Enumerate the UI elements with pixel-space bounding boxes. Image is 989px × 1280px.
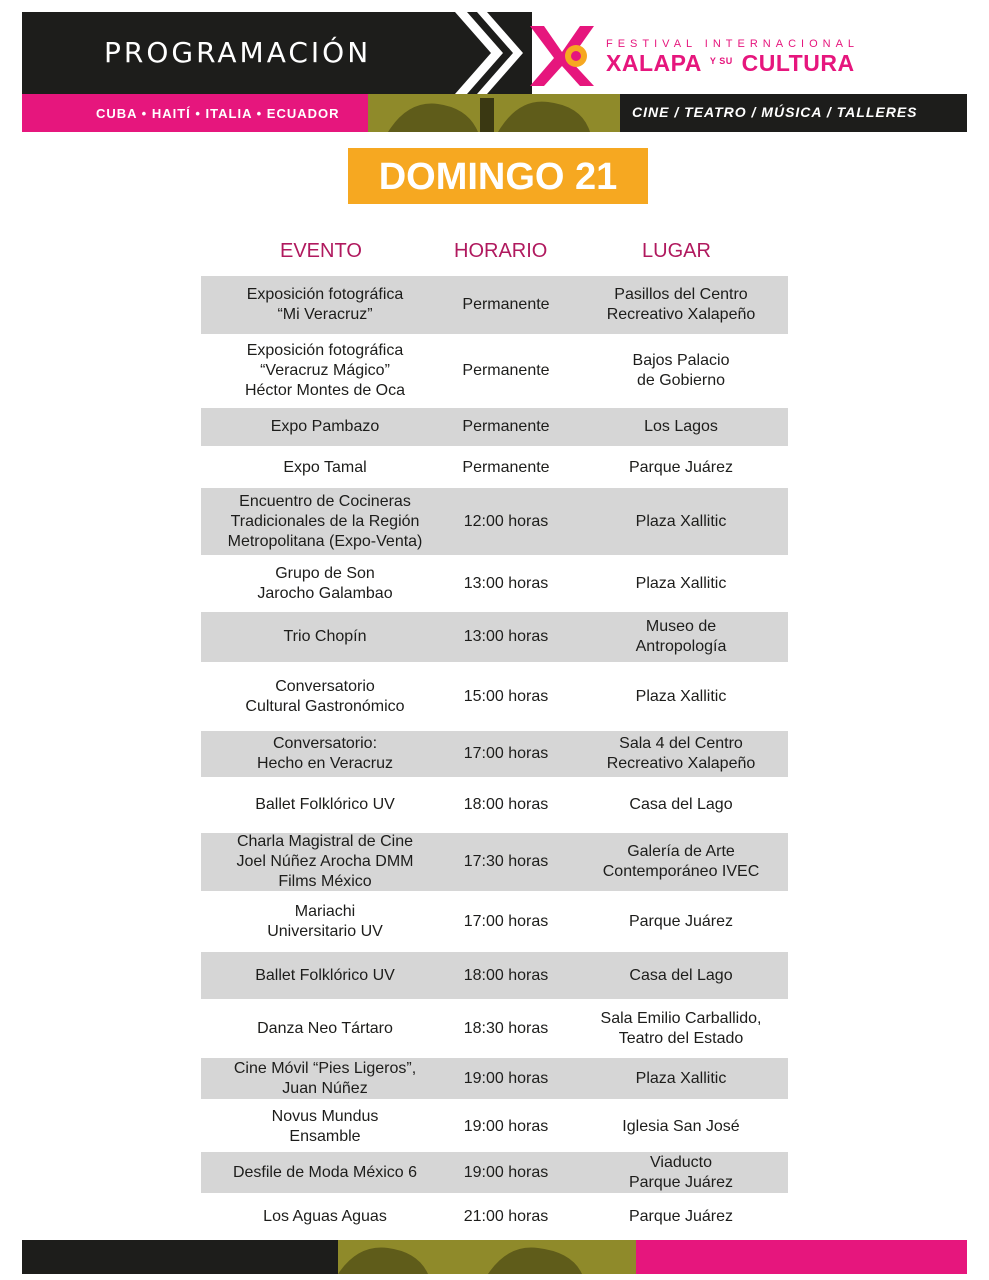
place-cell: Pasillos del Centro Recreativo Xalapeño bbox=[606, 286, 756, 323]
place-cell: Parque Juárez bbox=[628, 913, 734, 930]
place-cell: Casa del Lago bbox=[629, 966, 733, 984]
table-row bbox=[201, 833, 788, 891]
event-cell: Ballet Folklórico UV bbox=[255, 966, 395, 984]
time-cell: 18:30 horas bbox=[463, 1020, 549, 1037]
chevron-arrows-icon bbox=[455, 12, 525, 94]
time-cell: Permanente bbox=[462, 459, 550, 476]
event-cell: Desfile de Moda México 6 bbox=[232, 1163, 418, 1181]
time-cell: 19:00 horas bbox=[463, 1163, 549, 1181]
time-cell: 19:00 horas bbox=[463, 1117, 549, 1135]
event-cell: Los Aguas Aguas bbox=[263, 1208, 387, 1225]
table-row bbox=[201, 779, 788, 831]
day-banner: DOMINGO 21 bbox=[348, 148, 648, 204]
countries-text: CUBA • HAITÍ • ITALIA • ECUADOR bbox=[96, 106, 340, 121]
column-header-evento: EVENTO bbox=[280, 240, 362, 262]
place-cell: Los Lagos bbox=[644, 418, 718, 435]
table-row bbox=[201, 336, 788, 406]
event-cell: Encuentro de Cocineras Tradicionales de la Región Metropolitana (Expo-Venta) bbox=[227, 492, 423, 550]
event-cell: Novus Mundus Ensamble bbox=[271, 1107, 379, 1145]
table-row bbox=[201, 276, 788, 334]
table-row bbox=[201, 557, 788, 611]
event-cell: Mariachi Universitario UV bbox=[267, 903, 383, 940]
column-header-lugar: LUGAR bbox=[642, 240, 711, 262]
table-row bbox=[201, 1001, 788, 1057]
event-cell: Conversatorio: Hecho en Veracruz bbox=[256, 735, 394, 772]
footer-pink-band bbox=[636, 1240, 967, 1274]
place-cell: Parque Juárez bbox=[628, 459, 734, 476]
place-cell: Plaza Xallitic bbox=[635, 575, 727, 592]
festival-name-main bbox=[606, 50, 855, 77]
event-cell: Exposición fotográfica “Veracruz Mágico” Héctor Montes de Oca bbox=[244, 342, 406, 399]
time-cell: 18:00 horas bbox=[463, 966, 549, 984]
place-cell: Plaza Xallitic bbox=[635, 512, 727, 530]
arches-decoration-icon bbox=[368, 94, 620, 132]
event-cell: Exposición fotográfica “Mi Veracruz” bbox=[246, 286, 404, 323]
time-cell: 21:00 horas bbox=[463, 1208, 549, 1225]
table-row bbox=[201, 1152, 788, 1193]
event-cell: Expo Pambazo bbox=[270, 418, 380, 435]
festival-xalapa: XALAPA bbox=[606, 50, 701, 76]
time-cell: Permanente bbox=[462, 362, 550, 379]
festival-name-top: FESTIVAL INTERNACIONAL bbox=[606, 38, 860, 50]
time-cell: 17:30 horas bbox=[463, 853, 549, 870]
table-row bbox=[201, 448, 788, 488]
time-cell: Permanente bbox=[462, 418, 550, 435]
time-cell: 19:00 horas bbox=[463, 1069, 549, 1087]
table-row bbox=[201, 1101, 788, 1152]
place-cell: Viaducto Parque Juárez bbox=[628, 1153, 734, 1191]
time-cell: Permanente bbox=[462, 296, 550, 313]
place-cell: Parque Juárez bbox=[628, 1208, 734, 1225]
place-cell: Sala Emilio Carballido, Teatro del Estado bbox=[600, 1010, 762, 1047]
event-cell: Charla Magistral de Cine Joel Núñez Arocha DMM Films México bbox=[236, 833, 414, 890]
place-cell: Iglesia San José bbox=[622, 1117, 740, 1135]
event-cell: Cine Móvil “Pies Ligeros”, Juan Núñez bbox=[233, 1059, 417, 1097]
place-cell: Bajos Palacio de Gobierno bbox=[632, 352, 730, 389]
time-cell: 18:00 horas bbox=[463, 796, 549, 813]
table-row bbox=[201, 1195, 788, 1239]
page-title: PROGRAMACIÓN bbox=[104, 36, 372, 69]
festival-logo-icon bbox=[528, 24, 598, 88]
time-cell: 12:00 horas bbox=[463, 512, 549, 530]
footer-dark-band bbox=[22, 1240, 338, 1274]
time-cell: 17:00 horas bbox=[463, 745, 549, 762]
event-cell: Trio Chopín bbox=[283, 628, 367, 645]
arches-decoration-icon bbox=[338, 1240, 636, 1274]
column-header-horario: HORARIO bbox=[454, 240, 548, 262]
footer-olive-band bbox=[338, 1240, 636, 1274]
time-cell: 17:00 horas bbox=[463, 913, 549, 930]
decorative-band bbox=[368, 94, 620, 132]
time-cell: 13:00 horas bbox=[463, 628, 549, 645]
table-row bbox=[201, 612, 788, 662]
categories-text: CINE / TEATRO / MÚSICA / TALLERES bbox=[632, 104, 918, 120]
festival-ysu: Y SU bbox=[709, 56, 733, 66]
place-cell: Plaza Xallitic bbox=[635, 688, 727, 705]
place-cell: Museo de Antropología bbox=[635, 618, 727, 655]
festival-cultura: CULTURA bbox=[741, 50, 855, 76]
event-cell: Ballet Folklórico UV bbox=[255, 796, 395, 813]
place-cell: Plaza Xallitic bbox=[635, 1069, 727, 1087]
time-cell: 13:00 horas bbox=[463, 575, 549, 592]
table-row bbox=[201, 488, 788, 555]
time-cell: 15:00 horas bbox=[463, 688, 549, 705]
table-row bbox=[201, 731, 788, 777]
table-row bbox=[201, 1058, 788, 1099]
table-row bbox=[201, 408, 788, 446]
table-row bbox=[201, 664, 788, 730]
place-cell: Casa del Lago bbox=[629, 796, 733, 813]
event-cell: Grupo de Son Jarocho Galambao bbox=[257, 565, 393, 602]
place-cell: Galería de Arte Contemporáneo IVEC bbox=[602, 843, 760, 880]
table-row bbox=[201, 893, 788, 951]
event-cell: Expo Tamal bbox=[283, 459, 367, 476]
table-row bbox=[201, 952, 788, 999]
event-cell: Conversatorio Cultural Gastronómico bbox=[245, 678, 405, 715]
event-cell: Danza Neo Tártaro bbox=[257, 1020, 393, 1037]
place-cell: Sala 4 del Centro Recreativo Xalapeño bbox=[606, 735, 756, 772]
